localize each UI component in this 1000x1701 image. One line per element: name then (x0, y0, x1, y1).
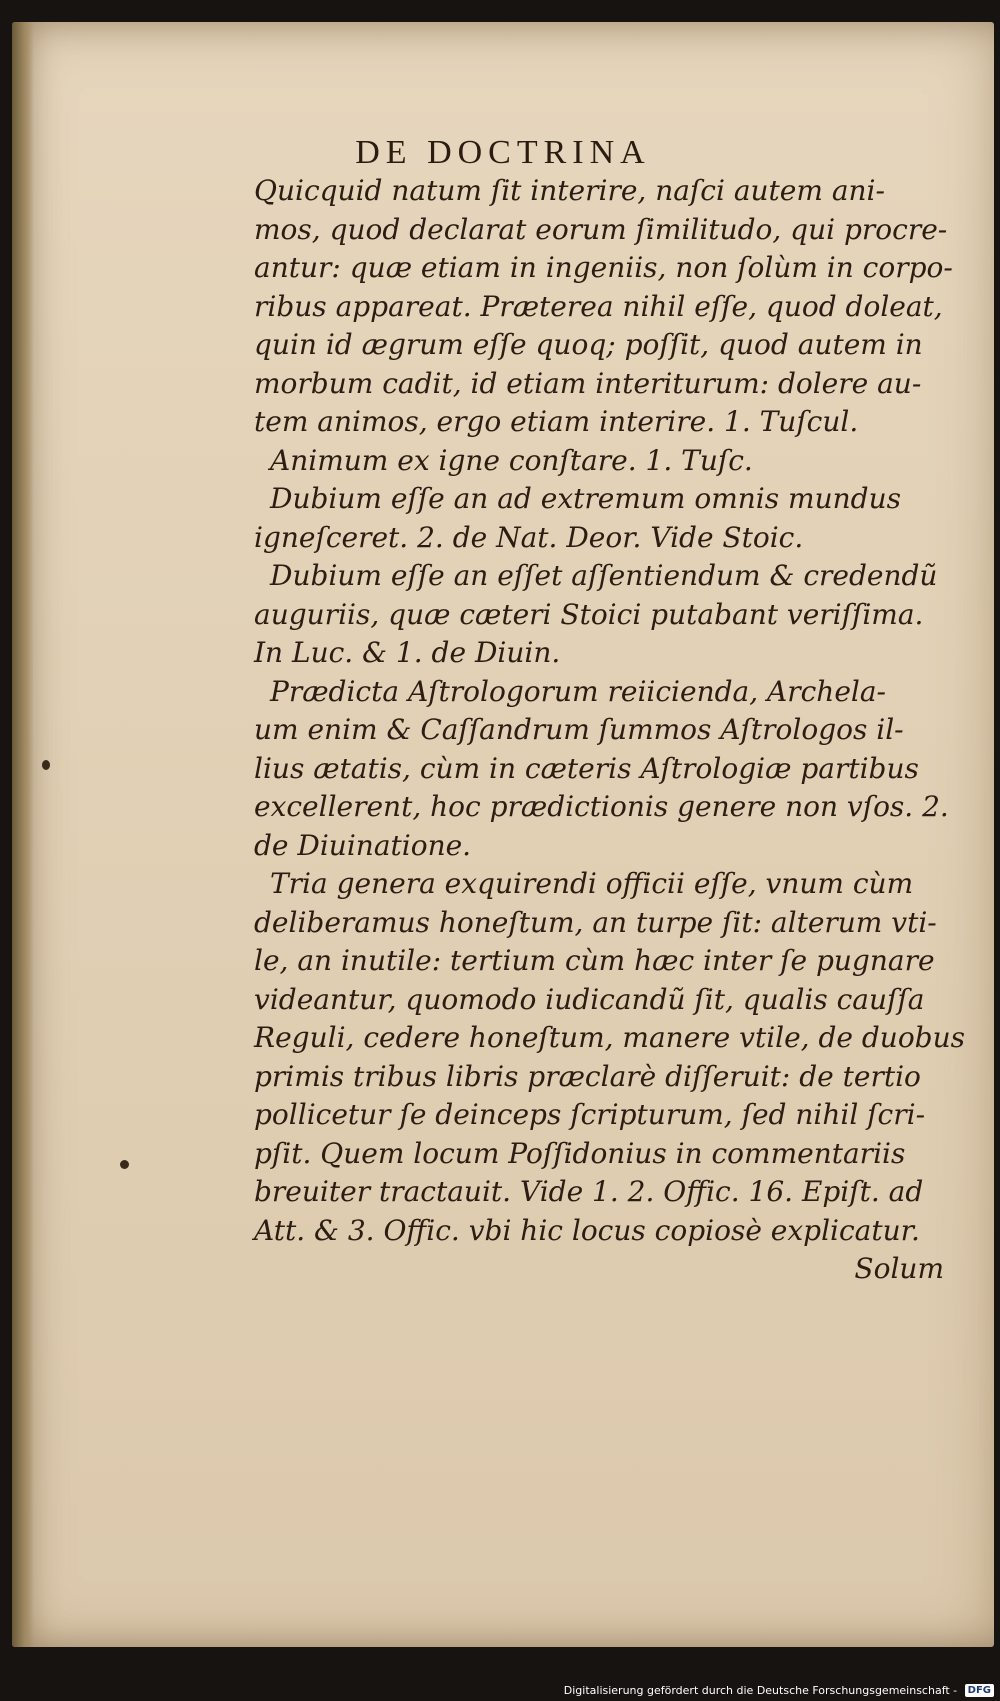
text-line: primis tribus libris præclarè diſſeruit: de tertio (254, 1059, 921, 1093)
text-line: deliberamus honeſtum, an turpe ſit: alterum vti- (254, 905, 937, 939)
text-line: excellerent, hoc prædictionis genere non vſos. 2. (254, 790, 949, 823)
body-text (254, 172, 966, 1289)
text-line: quin id ægrum eſſe quoq; poſſit, quod autem in (254, 328, 923, 361)
book-page (12, 22, 994, 1647)
ink-spot (42, 760, 50, 770)
text-line: ribus appareat. Præterea nihil eſſe, quod doleat, (254, 289, 943, 323)
text-line: In Luc. & 1. de Diuin. (254, 636, 561, 669)
text-line: Dubium eſſe an ad extremum omnis mundus (270, 482, 901, 515)
text-line: Att. & 3. Offic. vbi hic locus copiosè explicatur. (254, 1213, 920, 1247)
text-line: de Diuinatione. (254, 828, 472, 862)
text-line: Tria genera exquirendi officii eſſe, vnum cùm (270, 867, 914, 900)
text-line: morbum cadit, id etiam interiturum: dolere au- (254, 366, 922, 400)
ink-spot (120, 1160, 129, 1169)
text-line: igneſceret. 2. de Nat. Deor. Vide Stoic. (254, 520, 804, 554)
text-line: videantur, quomodo iudicandũ ſit, qualis cauſſa (254, 982, 925, 1016)
text-line: Animum ex igne conſtare. 1. Tuſc. (270, 443, 753, 477)
text-line: auguriis, quæ cæteri Stoici putabant veriſſima. (254, 597, 924, 631)
text-line: Dubium eſſe an eſſet aſſentiendum & credendũ (270, 559, 938, 592)
text-line: um enim & Caſſandrum ſummos Aſtrologos il- (254, 713, 904, 746)
text-line: Reguli, cedere honeſtum, manere vtile, de duobus (254, 1021, 966, 1054)
text-line: breuiter tractauit. Vide 1. 2. Offic. 16. Epiſt. ad (254, 1175, 924, 1208)
page-gutter (12, 22, 34, 1647)
catchword: Solum (854, 1252, 944, 1285)
text-line: mos, quod declarat eorum ſimilitudo, qui procre- (254, 212, 948, 246)
footer-text: Digitalisierung gefördert durch die Deutsche Forschungsgemeinschaft - (563, 1683, 958, 1697)
text-line: Quicquid natum ſit interire, naſci autem ani- (254, 174, 885, 207)
text-line: pſit. Quem locum Poſſidonius in commentariis (254, 1136, 906, 1170)
digitization-footer (0, 1684, 994, 1698)
text-line: pollicetur ſe deinceps ſcripturum, ſed nihil ſcri- (254, 1098, 926, 1131)
text-line: Prædicta Aſtrologorum reiicienda, Archela- (270, 674, 887, 708)
dfg-logo: DFG (965, 1684, 994, 1697)
text-line: tem animos, ergo etiam interire. 1. Tuſcul. (254, 405, 859, 438)
running-head: DE DOCTRINA (355, 134, 651, 171)
text-line: le, an inutile: tertium cùm hæc inter ſe pugnare (254, 944, 935, 977)
text-line: antur: quæ etiam in ingeniis, non ſolùm in corpo- (254, 251, 953, 284)
text-line: lius ætatis, cùm in cæteris Aſtrologiæ partibus (254, 751, 919, 785)
